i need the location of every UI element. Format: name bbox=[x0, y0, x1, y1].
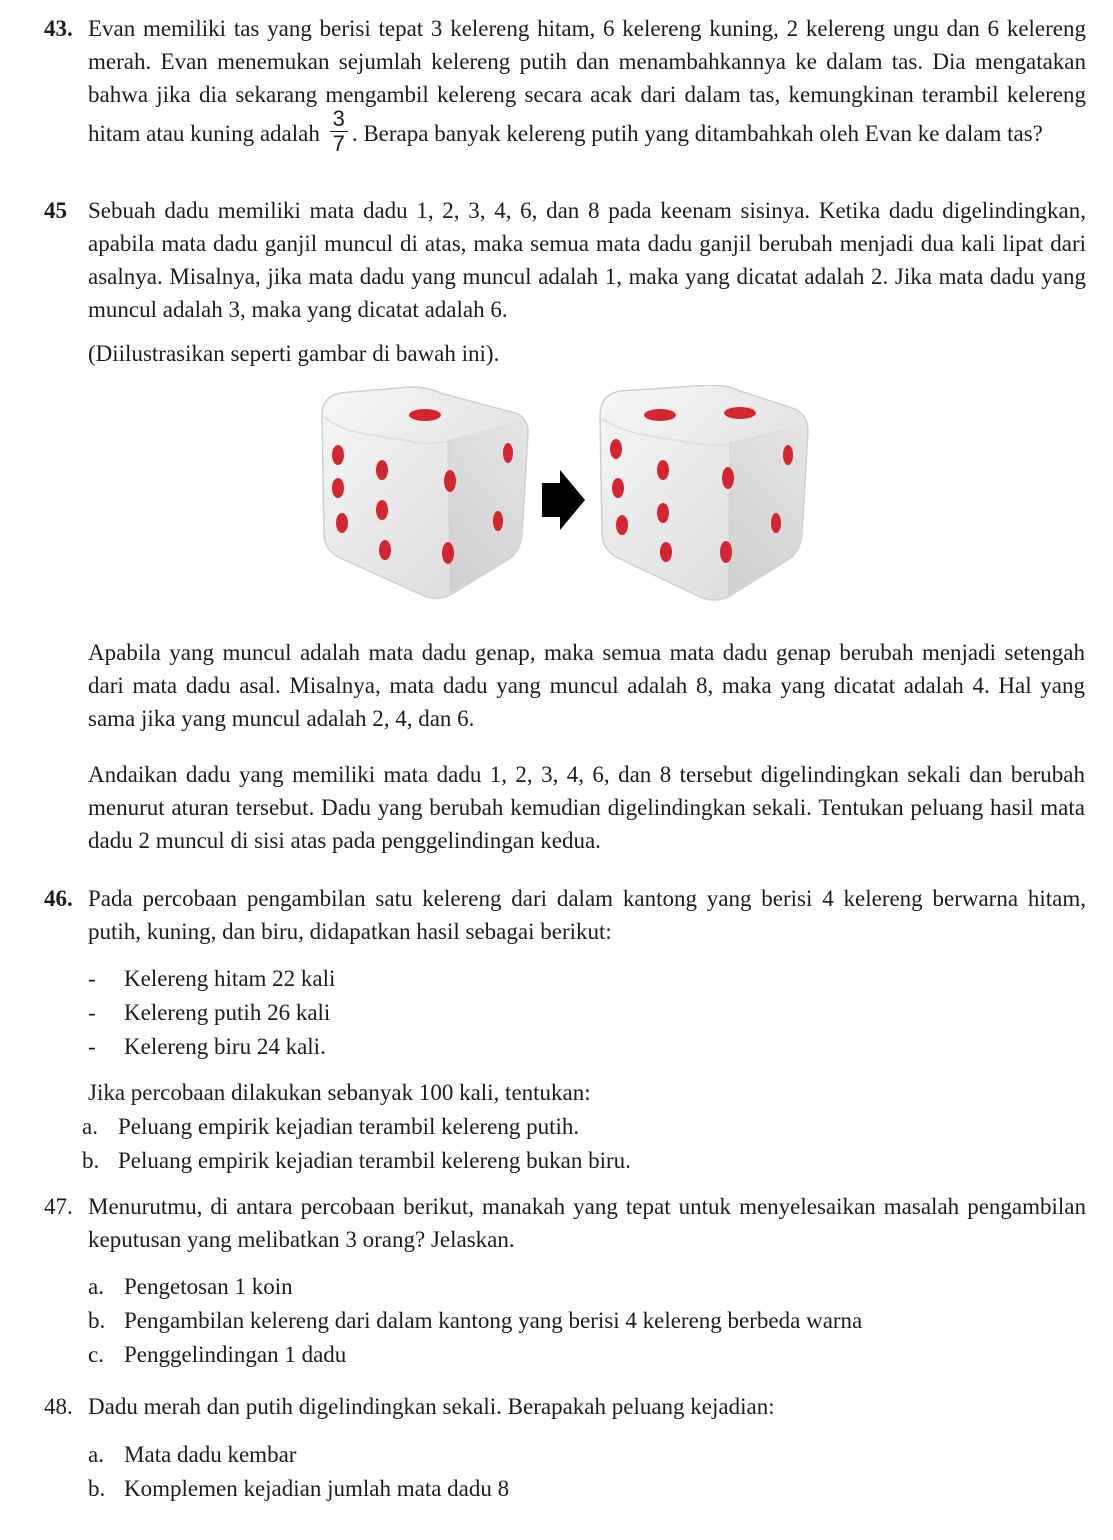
option-label: b. bbox=[82, 1148, 100, 1173]
option-c bbox=[88, 1338, 1085, 1372]
option-label: b. bbox=[88, 1476, 106, 1501]
pip bbox=[783, 445, 793, 465]
pip bbox=[332, 478, 344, 498]
pip bbox=[720, 541, 732, 563]
list-item: - Kelereng biru 24 kali. bbox=[88, 1034, 326, 1059]
options-list bbox=[88, 1270, 1085, 1372]
option-text: Peluang empirik kejadian terambil kelereng putih. bbox=[118, 1114, 580, 1139]
results-list bbox=[88, 962, 1085, 1064]
question-text bbox=[88, 12, 1086, 160]
question-number: 46. bbox=[44, 886, 73, 911]
option-label: a. bbox=[82, 1114, 98, 1139]
options-list bbox=[82, 1110, 1079, 1178]
pip bbox=[616, 515, 628, 535]
option-b bbox=[82, 1144, 1079, 1178]
pip bbox=[332, 445, 344, 465]
list-item-text: Kelereng putih 26 kali bbox=[124, 1000, 331, 1025]
question-number: 45 bbox=[44, 198, 67, 223]
question-46 bbox=[44, 882, 1086, 948]
pip bbox=[660, 542, 672, 562]
fraction-denominator: 7 bbox=[332, 131, 345, 156]
pip bbox=[379, 540, 391, 560]
fraction bbox=[330, 107, 348, 156]
option-text: Komplemen kejadian jumlah mata dadu 8 bbox=[124, 1476, 510, 1501]
option-a bbox=[88, 1270, 1085, 1304]
question-number: 48. bbox=[44, 1394, 73, 1419]
pip bbox=[503, 443, 513, 463]
option-a bbox=[82, 1110, 1079, 1144]
question-43 bbox=[44, 12, 1086, 160]
pip bbox=[493, 511, 503, 531]
list-item-text: Kelereng biru 24 kali. bbox=[124, 1034, 326, 1059]
pip bbox=[657, 460, 669, 480]
die-transformed bbox=[600, 385, 808, 600]
pip bbox=[336, 513, 348, 533]
option-b bbox=[88, 1304, 1085, 1338]
question-number: 47. bbox=[44, 1194, 73, 1219]
question-text: Menurutmu, di antara percobaan berikut, manakah yang tepat untuk menyelesaikan masalah pengambilan keputusan yang melibatkan 3 orang? Jelaskan. bbox=[88, 1194, 1086, 1252]
pip bbox=[444, 470, 456, 492]
question-number: 43. bbox=[44, 16, 73, 41]
pip bbox=[376, 460, 388, 480]
option-label: b. bbox=[88, 1308, 106, 1333]
option-text: Penggelindingan 1 dadu bbox=[124, 1342, 347, 1367]
pip bbox=[724, 407, 756, 419]
illustration-note: (Diilustrasikan seperti gambar di bawah ini). bbox=[88, 341, 500, 366]
option-text: Mata dadu kembar bbox=[124, 1442, 297, 1467]
dice-illustration bbox=[310, 385, 810, 605]
option-label: a. bbox=[88, 1274, 104, 1299]
arrow-right-icon bbox=[542, 470, 585, 530]
paragraph-even-rule: Apabila yang muncul adalah mata dadu genap, maka semua mata dadu genap berubah menjadi setengah dari mata dadu asal. Misalnya, mata dadu yang muncul adalah 8, maka yang dicatat adalah 4. Hal yang sama jika yang muncul adalah 2, 4, dan 6. bbox=[88, 640, 1085, 731]
question-text: Dadu merah dan putih digelindingkan sekali. Berapakah peluang kejadian: bbox=[88, 1394, 775, 1419]
fraction-numerator: 3 bbox=[330, 107, 348, 132]
pip bbox=[771, 513, 781, 533]
option-text: Pengambilan kelereng dari dalam kantong yang berisi 4 kelereng berbeda warna bbox=[124, 1308, 863, 1333]
question-48 bbox=[44, 1390, 1086, 1423]
pip bbox=[644, 409, 676, 421]
text-after-fraction: . Berapa banyak kelereng putih yang ditambahkah oleh Evan ke dalam tas? bbox=[351, 120, 1043, 146]
question-text: Pada percobaan pengambilan satu kelereng dari dalam kantong yang berisi 4 kelereng berwarna hitam, putih, kuning, dan biru, didapatkan hasil sebagai berikut: bbox=[88, 886, 1086, 944]
list-item: - Kelereng hitam 22 kali bbox=[88, 966, 336, 991]
paragraph-question: Andaikan dadu yang memiliki mata dadu 1, 2, 3, 4, 6, dan 8 tersebut digelindingkan sekali dan berubah menurut aturan tersebut. Dadu yang berubah kemudian digelindingkan sekali. Tentukan peluang hasil mata dadu 2 muncul di sisi atas pada penggelindingan kedua. bbox=[88, 762, 1085, 853]
option-text: Peluang empirik kejadian terambil kelereng bukan biru. bbox=[118, 1148, 631, 1173]
pip bbox=[657, 503, 669, 523]
option-label: a. bbox=[88, 1442, 104, 1467]
list-item: - Kelereng putih 26 kali bbox=[88, 1000, 331, 1025]
pip bbox=[610, 439, 622, 459]
pip bbox=[409, 409, 441, 421]
pip bbox=[612, 478, 624, 498]
text-before-fraction: Evan memiliki tas yang berisi tepat 3 kelereng hitam, 6 kelereng kuning, 2 kelereng ungu dan 6 kelereng merah. Evan menemukan sejumlah kelereng putih dan menambahkannya ke dalam tas. Dia mengatakan bahwa jika dia sekarang mengambil kelereng secara acak dari dalam tas, kemungkinan terambil kelereng hitam atau kuning adalah bbox=[88, 16, 1086, 146]
pip bbox=[442, 542, 454, 564]
pip bbox=[376, 500, 388, 520]
die-original bbox=[322, 387, 528, 599]
pip bbox=[722, 467, 734, 489]
option-b bbox=[88, 1472, 1085, 1506]
option-label: c. bbox=[88, 1342, 104, 1367]
question-text: Sebuah dadu memiliki mata dadu 1, 2, 3, 4, 6, dan 8 pada keenam sisinya. Ketika dadu digelindingkan, apabila mata dadu ganjil muncul di atas, maka semua mata dadu ganjil berubah menjadi dua kali lipat dari asalnya. Misalnya, jika mata dadu yang muncul adalah 1, maka yang dicatat adalah 2. Jika mata dadu yang muncul adalah 3, maka yang dicatat adalah 6. bbox=[88, 198, 1086, 322]
question-prompt: Jika percobaan dilakukan sebanyak 100 kali, tentukan: bbox=[88, 1080, 591, 1105]
options-list bbox=[88, 1438, 1085, 1506]
option-text: Pengetosan 1 koin bbox=[124, 1274, 293, 1299]
question-45 bbox=[44, 194, 1086, 326]
question-47 bbox=[44, 1190, 1086, 1256]
list-item-text: Kelereng hitam 22 kali bbox=[124, 966, 336, 991]
option-a bbox=[88, 1438, 1085, 1472]
